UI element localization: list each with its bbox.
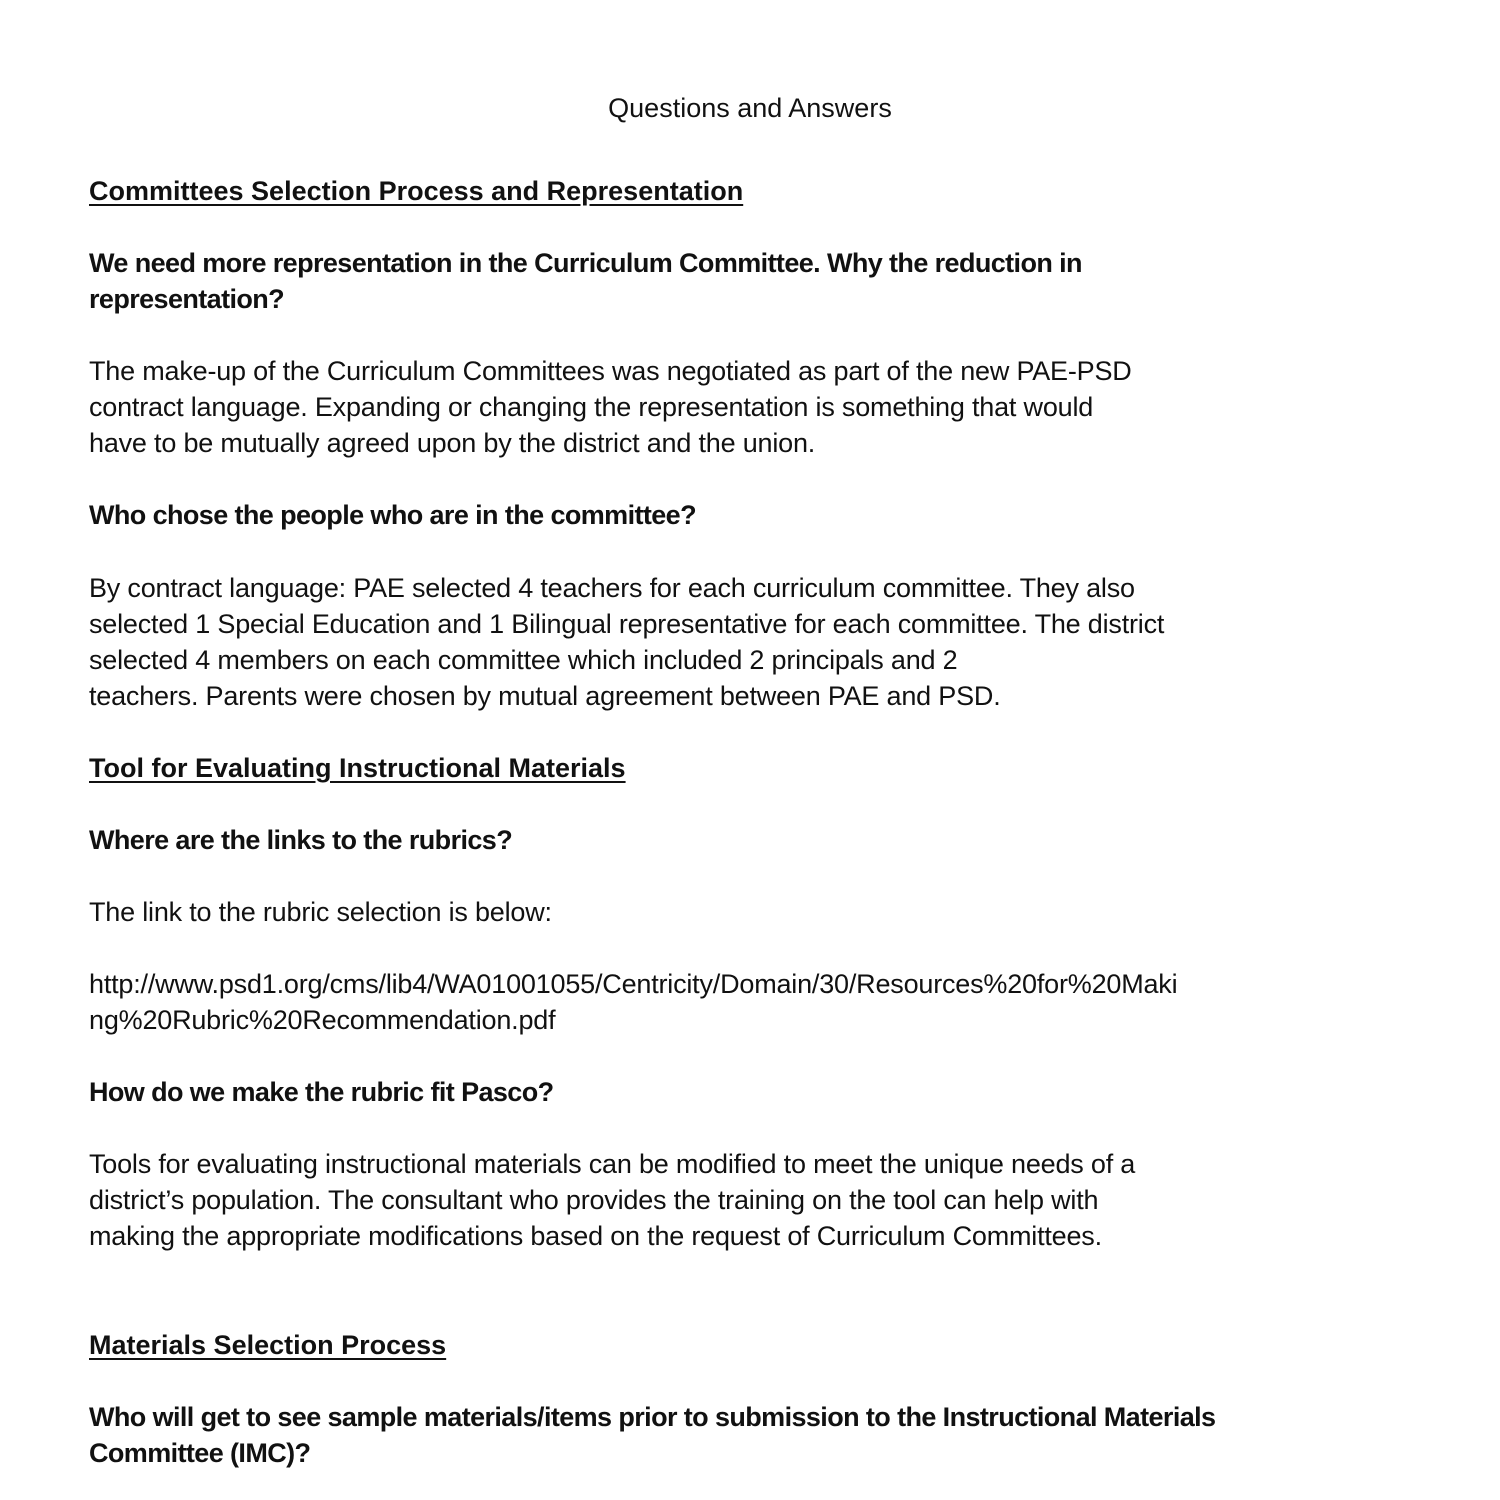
answer-text: making the appropriate modifications based on the request of Curriculum Committees.: [89, 1221, 1102, 1251]
question-text: Who chose the people who are in the committee?: [89, 500, 696, 530]
answer-text: By contract language: PAE selected 4 teachers for each curriculum committee. They also: [89, 573, 1135, 603]
rubric-link[interactable]: http://www.psd1.org/cms/lib4/WA01001055/Centricity/Domain/30/Resources%20for%20Maki: [89, 969, 1178, 999]
answer-text: selected 1 Special Education and 1 Bilingual representative for each committee. The district: [89, 609, 1165, 639]
answer-text: selected 4 members on each committee which included 2 principals and 2: [89, 645, 958, 675]
question-text: representation?: [89, 284, 285, 314]
section-heading-materials: Materials Selection Process: [89, 1330, 447, 1360]
answer-text: Tools for evaluating instructional materials can be modified to meet the unique needs of a: [89, 1149, 1136, 1179]
document-title: Questions and Answers: [608, 93, 892, 123]
answer-text: The link to the rubric selection is below:: [89, 897, 552, 927]
question-text: Where are the links to the rubrics?: [89, 825, 513, 855]
answer-text: contract language. Expanding or changing the representation is something that would: [89, 392, 1094, 422]
question-text: Committee (IMC)?: [89, 1438, 311, 1468]
question-text: We need more representation in the Curriculum Committee. Why the reduction in: [89, 248, 1082, 278]
rubric-link-continued[interactable]: ng%20Rubric%20Recommendation.pdf: [89, 1005, 556, 1035]
question-text: How do we make the rubric fit Pasco?: [89, 1077, 554, 1107]
answer-text: teachers. Parents were chosen by mutual agreement between PAE and PSD.: [89, 681, 1001, 711]
answer-text: have to be mutually agreed upon by the district and the union.: [89, 428, 816, 458]
section-heading-tool: Tool for Evaluating Instructional Materials: [89, 753, 626, 783]
question-text: Who will get to see sample materials/items prior to submission to the Instructional Materials: [89, 1402, 1216, 1432]
section-heading-committees: Committees Selection Process and Representation: [89, 176, 744, 206]
answer-text: The make-up of the Curriculum Committees was negotiated as part of the new PAE-PSD: [89, 356, 1132, 386]
answer-text: district’s population. The consultant who provides the training on the tool can help with: [89, 1185, 1099, 1215]
